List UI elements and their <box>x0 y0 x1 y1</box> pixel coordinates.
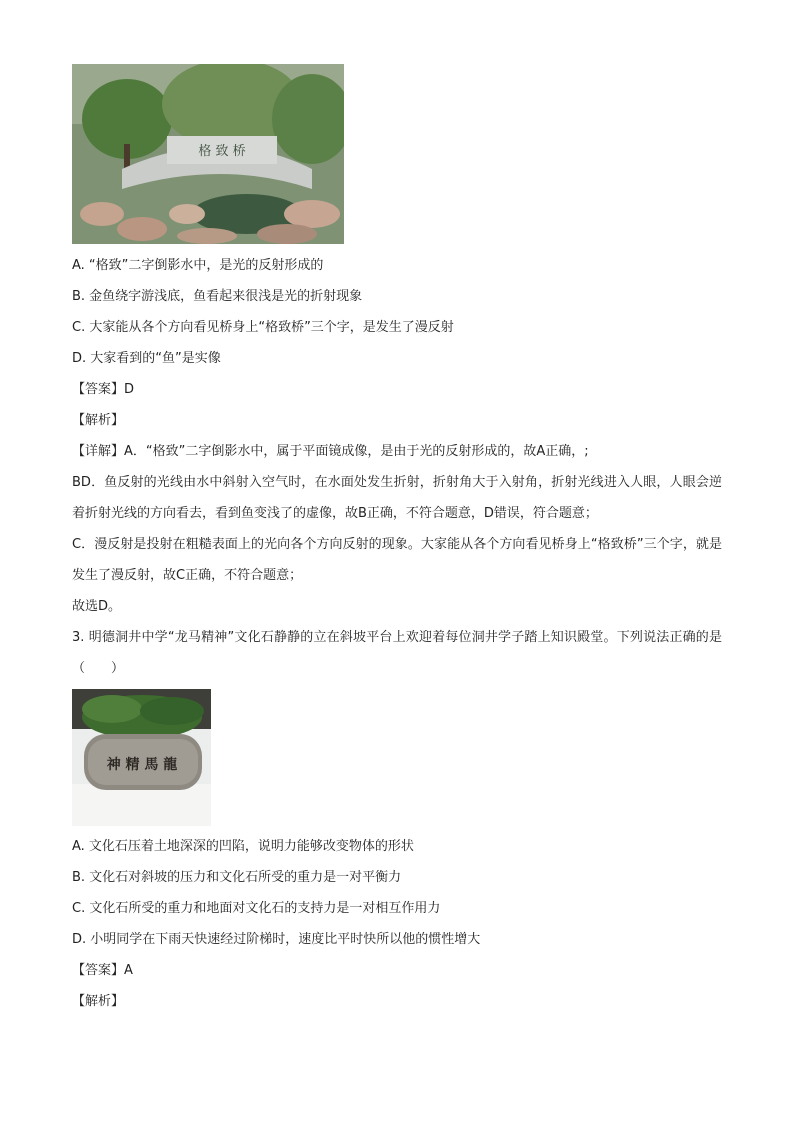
q2-option-b: B. 金鱼绕字游浅底，鱼看起来很浅是光的折射现象 <box>72 289 363 304</box>
q2-option-a: A. “格致”二字倒影水中，是光的反射形成的 <box>72 258 324 273</box>
q2-option-d: D. 大家看到的“鱼”是实像 <box>72 351 221 366</box>
q2-option-c: C. 大家能从各个方向看见桥身上“格致桥”三个字，是发生了漫反射 <box>72 320 454 335</box>
culture-stone-photo <box>72 689 211 826</box>
q3-option-c: C. 文化石所受的重力和地面对文化石的支持力是一对相互作用力 <box>72 901 441 916</box>
q3-stem: 3. 明德洞井中学“龙马精神”文化石静静的立在斜坡平台上欢迎着每位洞井学子踏上知识殿堂。下列说法正确的是（ ） <box>72 630 722 676</box>
q3-option-a: A. 文化石压着土地深深的凹陷，说明力能够改变物体的形状 <box>72 839 414 854</box>
q3-option-b: B. 文化石对斜坡的压力和文化石所受的重力是一对平衡力 <box>72 870 402 885</box>
q2-detail-bd: BD．鱼反射的光线由水中斜射入空气时，在水面处发生折射，折射角大于入射角，折射光线进入人眼，人眼会逆着折射光线的方向看去，看到鱼变浅了的虚像，故B正确，不符合题意，D错误，符合题意； <box>72 475 722 521</box>
q2-answer: 【答案】D <box>72 382 135 397</box>
q3-analysis-heading: 【解析】 <box>72 994 125 1009</box>
q2-detail-a: 【详解】A．“格致”二字倒影水中，属于平面镜成像，是由于光的反射形成的，故A正确，; <box>72 444 589 459</box>
bridge-photo <box>72 64 344 244</box>
q3-answer: 【答案】A <box>72 963 133 978</box>
stone-inscription: 神 精 馬 龍 <box>106 757 178 773</box>
q3-option-d: D. 小明同学在下雨天快速经过阶梯时，速度比平时快所以他的惯性增大 <box>72 932 481 947</box>
bridge-inscription: 格 致 桥 <box>198 144 246 159</box>
q2-conclusion: 故选D。 <box>72 599 122 614</box>
q2-detail-c: C．漫反射是投射在粗糙表面上的光向各个方向反射的现象。大家能从各个方向看见桥身上“格致桥”三个字，就是发生了漫反射，故C正确，不符合题意； <box>72 537 722 583</box>
q2-analysis-heading: 【解析】 <box>72 413 125 428</box>
